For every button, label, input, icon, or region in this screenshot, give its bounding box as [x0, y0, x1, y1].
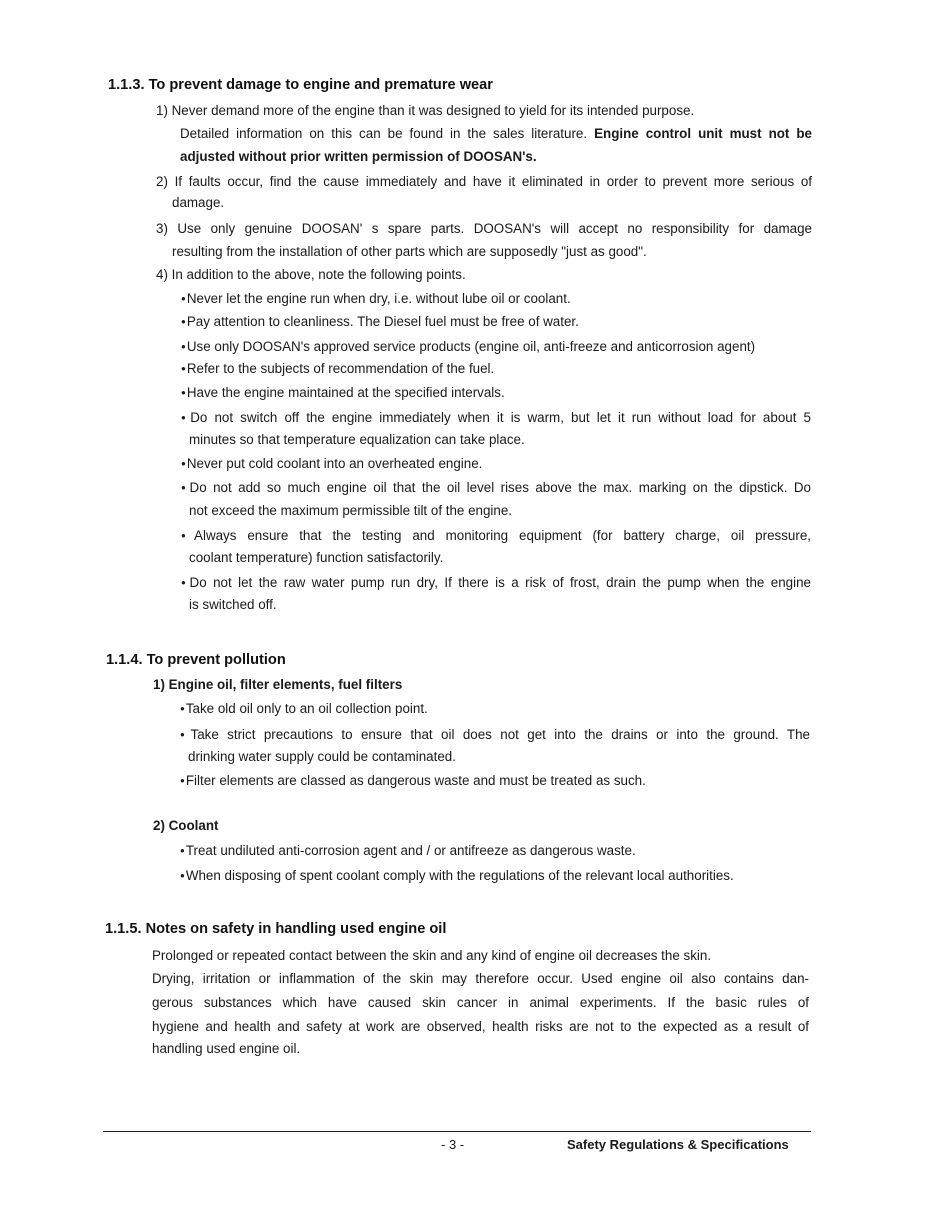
item-3-line-1: 3) Use only genuine DOOSAN' s spare parts. DOOSAN's will accept no responsibility for damage: [156, 221, 812, 236]
item-1-bold-text: Engine control unit must not be: [594, 126, 813, 141]
section-heading-1-1-4: 1.1.4. To prevent pollution: [106, 652, 286, 668]
bullet-item-continuation: coolant temperature) function satisfactorily.: [189, 550, 444, 565]
page-number: - 3 -: [441, 1137, 465, 1152]
item-1-line-2: [180, 125, 812, 143]
item-3-line-2: resulting from the installation of other parts which are supposedly "just as good".: [172, 244, 647, 259]
bullet-item: ● When disposing of spent coolant comply with the regulations of the relevant local authorities.: [180, 867, 734, 887]
bullet-item: ● Never let the engine run when dry, i.e. without lube oil or coolant.: [181, 290, 571, 310]
subheading-engine-oil: 1) Engine oil, filter elements, fuel filters: [153, 677, 403, 692]
bullet-item: ● Do not add so much engine oil that the oil level rises above the max. marking on the dipstick. Do: [181, 479, 811, 499]
bullet-item: ● Have the engine maintained at the specified intervals.: [181, 384, 505, 404]
paragraph-line: hygiene and health and safety at work are observed, health risks are not to the expected as a result of: [152, 1019, 809, 1034]
bullet-item: ● Do not switch off the engine immediately when it is warm, but let it run without load for about 5: [181, 409, 811, 429]
bullet-item-continuation: minutes so that temperature equalization can take place.: [189, 432, 525, 447]
bullet-item: ● Take old oil only to an oil collection point.: [180, 700, 428, 720]
subheading-coolant: 2) Coolant: [153, 818, 219, 833]
bullet-item-continuation: is switched off.: [189, 597, 277, 612]
paragraph-line: Drying, irritation or inflammation of the skin may therefore occur. Used engine oil also contains dan-: [152, 971, 809, 986]
item-1-line-1: 1) Never demand more of the engine than it was designed to yield for its intended purpose.: [156, 103, 695, 118]
section-heading-1-1-5: 1.1.5. Notes on safety in handling used engine oil: [105, 921, 447, 937]
bullet-item: ● Never put cold coolant into an overheated engine.: [181, 455, 482, 475]
bullet-item: ● Filter elements are classed as dangerous waste and must be treated as such.: [180, 772, 646, 792]
footer-rule: [103, 1131, 811, 1132]
item-4-line-1: 4) In addition to the above, note the following points.: [156, 267, 466, 282]
bullet-item-continuation: drinking water supply could be contaminated.: [188, 749, 456, 764]
paragraph-line: gerous substances which have caused skin cancer in animal experiments. If the basic rules of: [152, 995, 809, 1010]
paragraph-line: Prolonged or repeated contact between the skin and any kind of engine oil decreases the skin.: [152, 948, 712, 963]
paragraph-line: handling used engine oil.: [152, 1041, 301, 1056]
item-1-text: Detailed information on this can be found in the sales literature.: [180, 126, 595, 141]
bullet-item: ● Do not let the raw water pump run dry, If there is a risk of frost, drain the pump when the engine: [181, 574, 811, 594]
bullet-item: ● Take strict precautions to ensure that oil does not get into the drains or into the ground. The: [180, 726, 810, 746]
bullet-item: ● Use only DOOSAN's approved service products (engine oil, anti-freeze and anticorrosion agent): [181, 338, 755, 358]
item-2-line-2: damage.: [172, 195, 225, 210]
item-1-line-3: adjusted without prior written permission of DOOSAN's.: [180, 149, 537, 164]
item-2-line-1: 2) If faults occur, find the cause immediately and have it eliminated in order to prevent more serious of: [156, 174, 812, 189]
footer-title: Safety Regulations & Specifications: [567, 1137, 789, 1152]
bullet-item: ● Treat undiluted anti-corrosion agent and / or antifreeze as dangerous waste.: [180, 842, 636, 862]
section-heading-1-1-3: 1.1.3. To prevent damage to engine and premature wear: [108, 77, 493, 93]
bullet-item: ● Always ensure that the testing and monitoring equipment (for battery charge, oil pressure,: [181, 527, 811, 547]
bullet-item: ● Pay attention to cleanliness. The Diesel fuel must be free of water.: [181, 313, 579, 333]
bullet-item: ● Refer to the subjects of recommendation of the fuel.: [181, 360, 494, 380]
bullet-item-continuation: not exceed the maximum permissible tilt of the engine.: [189, 503, 513, 518]
